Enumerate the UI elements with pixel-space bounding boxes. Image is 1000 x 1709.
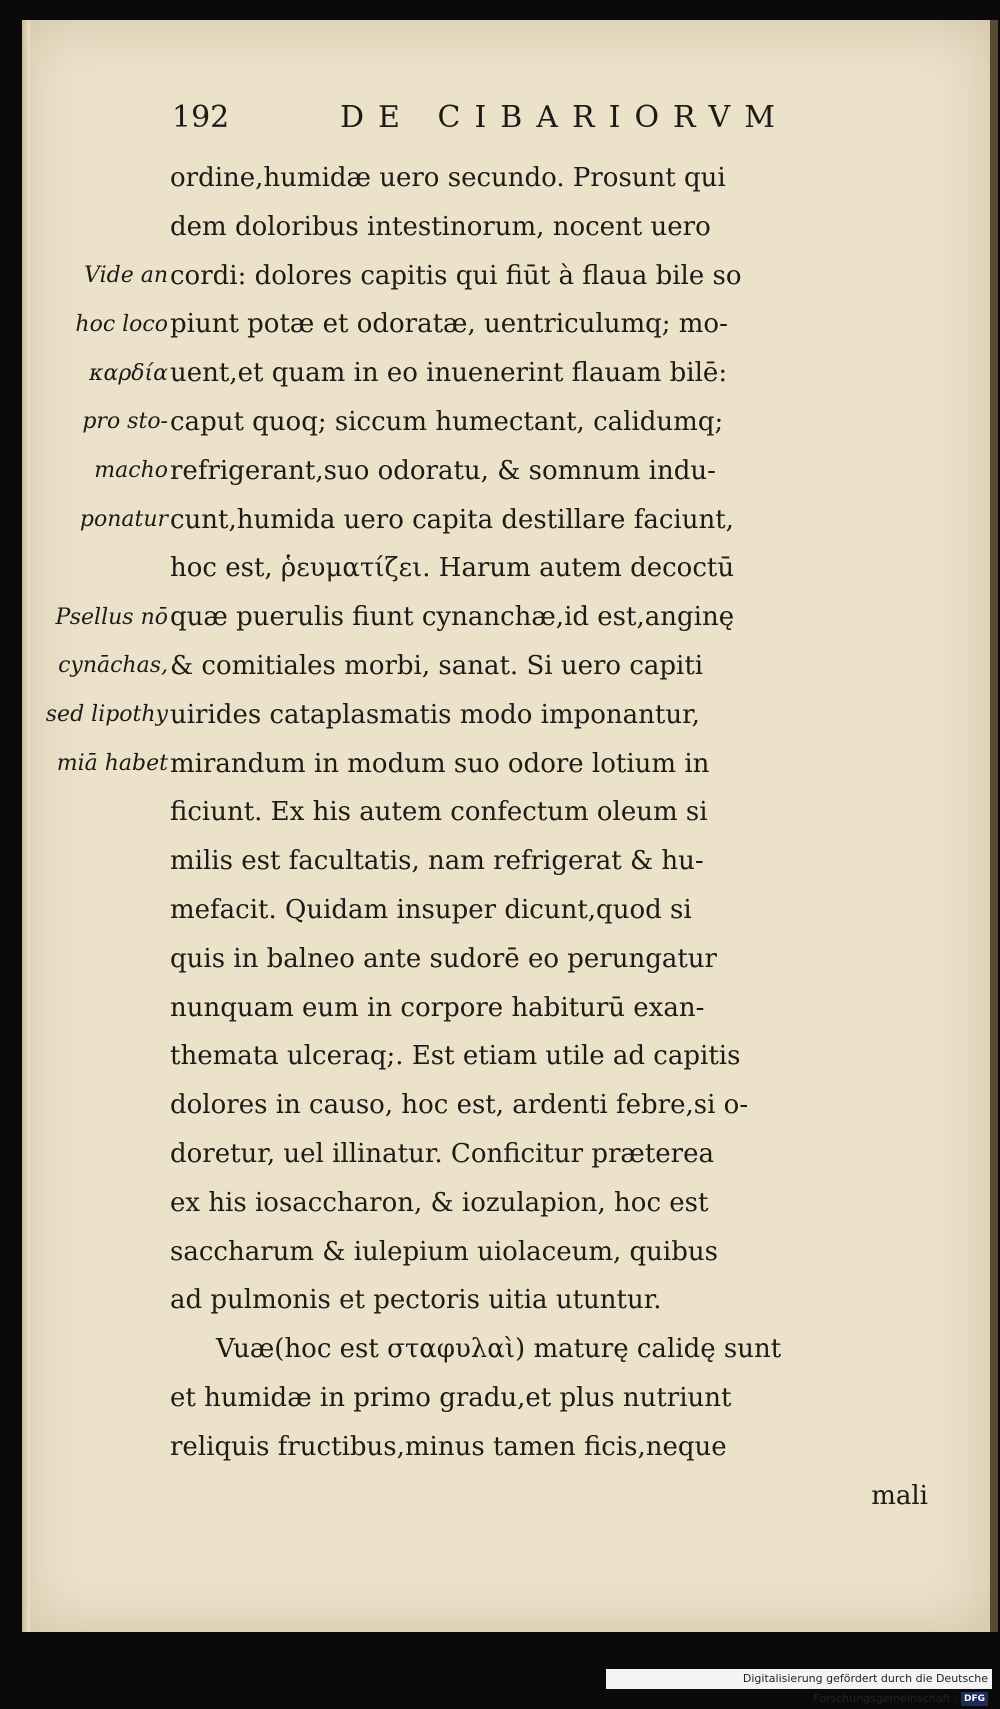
margin-note-line: καρδία (89, 360, 168, 386)
text-line: uent,et quam in eo inuenerint flauam bilē: (170, 358, 728, 389)
text-line: ficiunt. Ex his autem confectum oleum si (170, 797, 708, 828)
text-line: uirides cataplasmatis modo imponantur, (170, 699, 700, 730)
margin-note-gap (40, 545, 168, 594)
text-line: dem doloribus intestinorum, nocent uero (170, 211, 711, 242)
text-line: doretur, uel illinatur. Conficitur præterea (170, 1138, 714, 1169)
margin-note-line: Psellus nō (55, 604, 168, 630)
text-line: et humidæ in primo gradu,et plus nutriunt (170, 1382, 732, 1413)
text-line: nunquam eum in corpore habiturū exan- (170, 992, 705, 1023)
text-line: piunt potæ et odoratæ, uentriculumq; mo- (170, 309, 728, 340)
footer-text: Digitalisierung gefördert durch die Deutsche Forschungsgemeinschaft - (742, 1672, 988, 1705)
margin-note-line: cynāchas, (58, 653, 168, 679)
text-line: & comitiales morbi, sanat. Si uero capiti (170, 650, 704, 681)
margin-note-line: Vide an (84, 263, 168, 288)
digitization-footer (606, 1669, 992, 1705)
text-line: ad pulmonis et pectoris uitia utuntur. (170, 1285, 662, 1316)
text-line: milis est facultatis, nam refrigerat & hu- (170, 846, 704, 877)
text-line: cordi: dolores capitis qui fiūt à flaua bile so (170, 260, 742, 291)
catchword: mali (871, 1480, 928, 1511)
margin-note-line: pro sto- (82, 409, 168, 435)
running-title: DE CIBARIORVM (340, 100, 789, 135)
margin-notes (40, 252, 168, 789)
text-line: Vuæ(hoc est σταφυλαὶ) maturę calidę sunt (216, 1334, 782, 1365)
text-line: mefacit. Quidam insuper dicunt,quod si (170, 894, 692, 925)
text-line: reliquis fructibus,minus tamen ficis,neque (170, 1431, 727, 1462)
margin-note-line: hoc loco (75, 311, 168, 337)
text-line: quis in balneo ante sudorē eo perungatur (170, 943, 717, 974)
page-edge (22, 20, 30, 1632)
margin-note-1 (40, 252, 168, 545)
text-line: caput quoq; siccum humectant, calidumq; (170, 406, 724, 437)
text-line: themata ulceraq;. Est etiam utile ad capitis (170, 1041, 741, 1072)
margin-note-line: macho (94, 458, 168, 484)
text-line: hoc est, ῥευματίζει. Harum autem decoctū (170, 553, 735, 584)
dfg-logo: DFG (961, 1692, 988, 1706)
page-number: 192 (172, 100, 230, 135)
body-text (170, 154, 940, 1520)
text-line: cunt,humida uero capita destillare faciunt, (170, 504, 734, 535)
margin-note-line: ponatur (79, 506, 168, 532)
page-header (150, 100, 930, 150)
text-line: saccharum & iulepium uiolaceum, quibus (170, 1236, 718, 1267)
text-line: mirandum in modum suo odore lotium in (170, 748, 710, 779)
margin-note-2 (40, 594, 168, 789)
text-line: ex his iosaccharon, & iozulapion, hoc est (170, 1187, 709, 1218)
text-line: refrigerant,suo odoratu, & somnum indu- (170, 455, 716, 486)
text-line: ordine,humidæ uero secundo. Prosunt qui (170, 163, 726, 193)
text-line: quæ puerulis fiunt cynanchæ,id est,anginę (170, 602, 735, 633)
margin-note-line: miā habet (56, 750, 168, 776)
text-line: dolores in causo, hoc est, ardenti febre,si o- (170, 1090, 749, 1121)
margin-note-line: sed lipothy (45, 702, 168, 728)
